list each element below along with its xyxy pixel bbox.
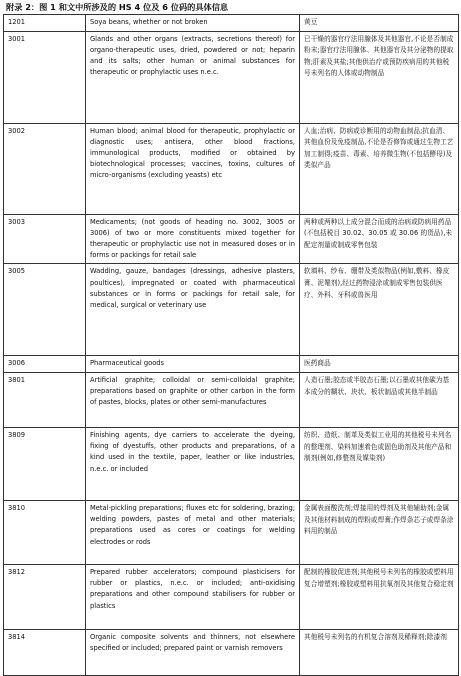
chinese-description-cell: 黄豆 (300, 15, 459, 32)
table-row (4, 501, 459, 565)
hs-code-cell: 3005 (4, 264, 86, 356)
hs-code-table (3, 14, 459, 676)
english-description-cell: Finishing agents, dye carriers to accelerate the dyeing, fixing of dyestuffs, other products and preparations, of a kind used in the textile, paper, leather or like industries, n.e.c. or included (86, 428, 300, 501)
chinese-description-cell: 其他税号未列名的有机复合溶剂及稀释剂;除漆剂 (300, 630, 459, 676)
table-row (4, 264, 459, 356)
hs-code-cell: 3810 (4, 501, 86, 565)
hs-code-cell: 3001 (4, 31, 86, 123)
english-description-cell: Human blood; animal blood for therapeutic, prophylactic or diagnostic uses; antisera, other blood fractions, immunological products, modified or obtained by biotechnological processes; vaccines, toxins, cultures of micro-organisms (excluding yeasts) etc (86, 123, 300, 214)
table-row (4, 565, 459, 630)
table-row (4, 630, 459, 676)
english-description-cell: Pharmaceutical goods (86, 356, 300, 373)
chinese-description-cell: 纺织、造纸、制革及类似工业用的其他税号未列名的整理剂、染料加速着色或固色助剂及其他产品和制剂(例如,修整剂及媒染剂) (300, 428, 459, 501)
hs-code-cell: 3812 (4, 565, 86, 630)
chinese-description-cell: 软填料、纱布、绷带及类似物品(例如,敷料、橡皮膏、泥罨剂),经过药物浸涂或制成零售包装供医疗、外科、牙科或兽医用 (300, 264, 459, 356)
english-description-cell: Organic composite solvents and thinners, not elsewhere specified or included; prepared paint or varnish removers (86, 630, 300, 676)
english-description-cell: Glands and other organs (extracts, secretions thereof) for organo-therapeutic uses, dried, powdered or not; heparin and its salts; other human or animal substances for therapeutic or prophylactic uses n.e.c. (86, 31, 300, 123)
english-description-cell: Prepared rubber accelerators; compound plasticisers for rubber or plastics, n.e.c. or included; anti-oxidising preparations and other compound stabilisers for rubber or plastics (86, 565, 300, 630)
table-caption: 附录 2：图 1 和文中所涉及的 HS 4 位及 6 位码的具体信息 (6, 2, 229, 12)
chinese-description-cell: 已干燥的器官疗法用腺体及其他器官,不论是否制成粉末;器官疗法用腺体、其他器官及其分泌物的提取物;肝素及其盐;其他供治疗或预防疾病用的其他税号未列名的人体或动物制品 (300, 31, 459, 123)
english-description-cell: Soya beans, whether or not broken (86, 15, 300, 32)
chinese-description-cell: 金属表面酸洗剂;焊接用的焊剂及其他辅助剂;金属及其他材料制成的焊粉或焊膏;作焊条芯子或焊条涂料用的制品 (300, 501, 459, 565)
english-description-cell: Medicaments; (not goods of heading no. 3002, 3005 or 3006) of two or more constituents mixed together for therapeutic or prophylactic use not in measured doses or in forms or packings for retail sale (86, 214, 300, 264)
hs-code-cell: 3002 (4, 123, 86, 214)
english-description-cell: Metal-pickling preparations; fluxes etc for soldering, brazing; welding powders, pastes of metal and other materials; preparations used as cores or coatings for welding electrodes or rods (86, 501, 300, 565)
table-row (4, 31, 459, 123)
hs-code-cell: 3801 (4, 373, 86, 428)
chinese-description-cell: 医药商品 (300, 356, 459, 373)
table-row (4, 356, 459, 373)
hs-code-cell: 1201 (4, 15, 86, 32)
hs-code-cell: 3809 (4, 428, 86, 501)
chinese-description-cell: 配制的橡胶促进剂;其他税号未列名的橡胶或塑料用复合增塑剂;橡胶或塑料用抗氧剂及其他复合稳定剂 (300, 565, 459, 630)
table-row (4, 373, 459, 428)
hs-code-cell: 3003 (4, 214, 86, 264)
hs-code-cell: 3006 (4, 356, 86, 373)
chinese-description-cell: 人血;治病、防病或诊断用的动物血制品;抗血清、其他血份及免疫制品,不论是否修饰或通过生物工艺加工制得;疫苗、毒素、培养微生物(不包括酵母)及类似产品 (300, 123, 459, 214)
chinese-description-cell: 两种或两种以上成分混合而成的治病或防病用药品(不包括税目 30.02、30.05 或 30.06 的货品),未配定剂量或制成零售包装 (300, 214, 459, 264)
table-row (4, 428, 459, 501)
table-row (4, 214, 459, 264)
table-row (4, 15, 459, 32)
english-description-cell: Artificial graphite; colloidal or semi-colloidal graphite; preparations based on graphite or other carbon in the form of pastes, blocks, plates or other semi-manufactures (86, 373, 300, 428)
chinese-description-cell: 人造石墨;胶态或半胶态石墨;以石墨或其他碳为基本成分的糊状、块状、板状制品或其他半制品 (300, 373, 459, 428)
english-description-cell: Wadding, gauze, bandages (dressings, adhesive plasters, poultices), impregnated or coated with pharmaceutical substances or in forms or packings for retail sale, for medical, surgical or veterinary use (86, 264, 300, 356)
hs-code-cell: 3814 (4, 630, 86, 676)
table-row (4, 123, 459, 214)
